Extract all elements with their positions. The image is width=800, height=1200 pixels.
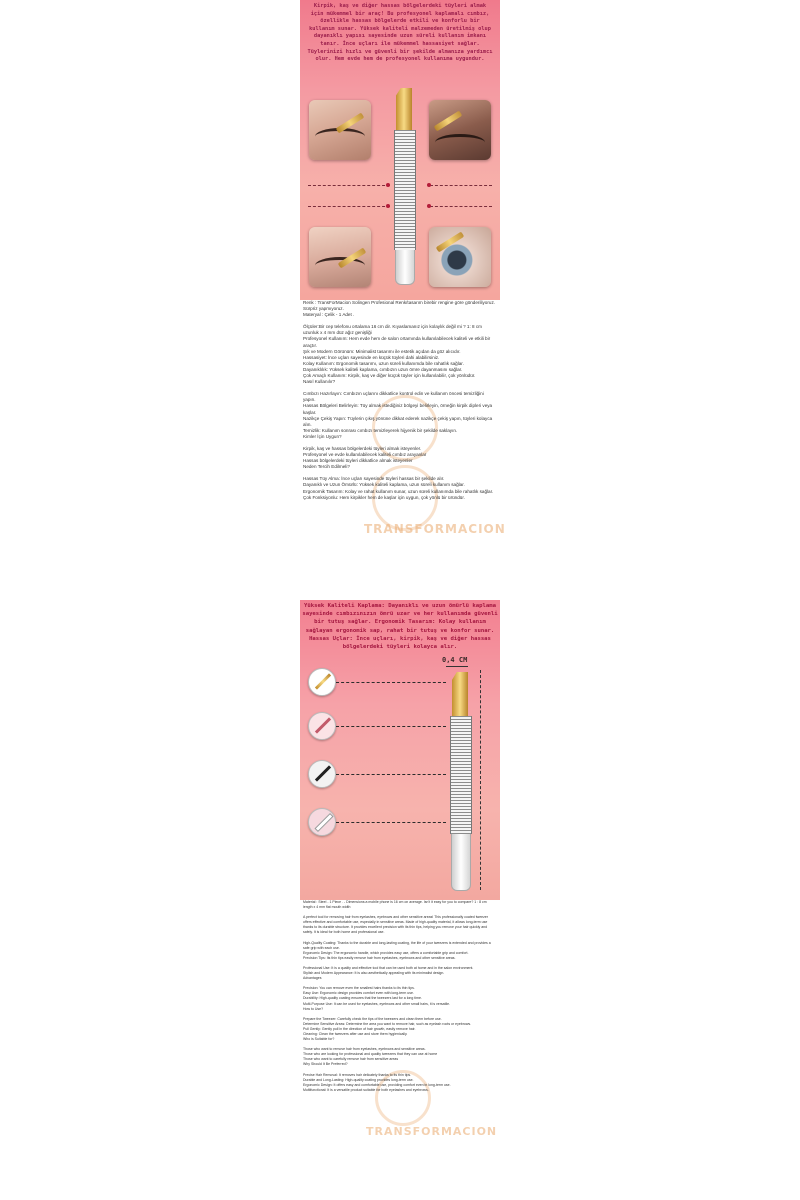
- tweezer-image: [392, 88, 416, 285]
- description-line: Who is Suitable for?: [303, 1037, 335, 1042]
- description-line: High-Quality Coating: Thanks to the durable and long-lasting coating, the life of your tweezers is extended and provides a safe grip with each use.: [303, 940, 491, 950]
- description-line: Materyal : Çelik - 1 Adet .: [303, 312, 355, 318]
- tweezer-image-large: [448, 672, 472, 891]
- pointer-line: [430, 185, 492, 186]
- banner-intro-text: Kirpik, kaş ve diğer hassas bölgelerdeki tüyleri almak için mükemmel bir araç! Bu profesyonel kaplamalı cımbız, özellikle hassas bölgelerde etkili ve konforlu bir kullanım sunar. Yüksek kaliteli malzemeden üretilmiş olup dayanıklı yapısı sayesinde uzun süreli kullanım imkanı tanır. İnce uçları ile mükemmel hassasiyet sağlar. Tüylerinizi hızlı ve güvenli bir şekilde almanıza yardımcı olur. Hem evde hem de profesyonel kullanıma uygundur.: [307, 3, 493, 63]
- description-line: Kimler İçin Uygun?: [303, 433, 342, 439]
- detail-circle-2: [308, 712, 336, 740]
- description-line: Why Should It Be Preferred?: [303, 1062, 348, 1067]
- description-line: Ergonomik Tasarım: Kolay ve rahat kullanım sunar, uzun süreli kullanımda bile rahatlık sağlar.: [303, 488, 494, 494]
- product-banner-2: [300, 600, 500, 900]
- description-line: Multi-Purpose Use: It can be used for eyelashes, eyebrows and other small hairs, it is versatile.: [303, 1001, 451, 1006]
- length-arrow: [480, 670, 481, 890]
- description-line: Temizlik: Kullanım sonrası cımbızı temizleyerek hijyenik bir şekilde saklayın.: [303, 427, 458, 433]
- description-line: Professional Use: It is a quality and effective tool that can be used both at home and in the salon environment.: [303, 965, 474, 970]
- description-line: Kirpik, kaş ve hassas bölgelerdeki tüyleri almak isteyenler.: [303, 445, 422, 451]
- description-line: Profesyonel ve evde kullanılabilecek kaliteli cımbız arayanlar: [303, 452, 427, 458]
- width-label: 0,4 CM: [442, 656, 468, 664]
- banner2-heading: Yüksek Kaliteli Kaplama: Dayanıklı ve uzun ömürlü kaplama sayesinde cımbızınızın ömrü uzar ve her kullanımda güvenli bir tutuş sağlar. Ergonomik Tasarım: Kolay kullanım sağlayan ergonomik sap, rahat bir tutuş ve konfor sunar. Hassas Uçlar: İnce uçları, kirpik, kaş ve diğer hassas bölgelerdeki tüyleri kolayca alır.: [302, 603, 498, 651]
- description-line: Durable and Long-Lasting: High-quality coating provides long-term use.: [303, 1077, 414, 1082]
- description-line: Hassas bölgelerdeki tüyleri dikkatlice almak isteyenler: [303, 458, 413, 464]
- pointer-line: [336, 726, 446, 727]
- eyebrow-photo: [309, 100, 371, 160]
- description-line: Kolay Kullanım: Ergonomik tasarımı, uzun süreli kullanımda bile rahatlık sağlar.: [303, 360, 464, 366]
- description-line: Multifunctional: It is a versatile product suitable for both eyelashes and eyebrows.: [303, 1087, 429, 1092]
- pointer-line: [308, 206, 390, 207]
- pointer-dot: [386, 183, 390, 187]
- width-arrow: [446, 666, 468, 667]
- description-line: Those who want to remove hair from eyelashes, eyebrows and sensitive areas.: [303, 1047, 426, 1052]
- eyebrow-closeup-photo: [429, 100, 491, 160]
- description-line: Prepare the Tweezer: Carefully check the tips of the tweezers and clean them before use.: [303, 1016, 442, 1021]
- pointer-dot: [386, 204, 390, 208]
- description-line: Those who want to carefully remove hair from sensitive areas: [303, 1057, 399, 1062]
- description-line: Dayanıklı ve Uzun Ömürlü: Yüksek kaliteli kaplama, uzun süreli kullanım sağlar.: [303, 482, 465, 488]
- description-line: Determine Sensitive Areas: Determine the area you want to remove hair, such as eyelash roots or eyebrows.: [303, 1021, 472, 1026]
- description-line: Dayanıklılık: Yüksek kaliteli kaplama, cımbızın uzun ömre dayanmasını sağlar.: [303, 366, 463, 372]
- description-line: Ölçüler:Bir cep telefonu ortalama 16 cm dir. Kıyaslamanız için kolaylık değil mi ? 1: 8 cm uzunluk x 4 mm düz ağız genişliği: [303, 324, 482, 336]
- description-line: Cımbızı Hazırlayın: Cımbızın uçlarını dikkatlice kontrol edin ve kullanım öncesi temizliğini yapın.: [303, 391, 484, 403]
- description-line: How to Use?: [303, 1006, 324, 1011]
- description-line: Hassasiyet: İnce uçları sayesinde en küçük tüyleri dahi alabilirsiniz.: [303, 354, 440, 360]
- description-line: A perfect tool for removing hair from eyelashes, eyebrows and other sensitive areas! This professionally coated tweezer offers effective and comfortable use, especially in sensitive areas. Made of high-quality material, it allows long-term use thanks to its durable structure. It provides excellent precision with its thin tips, helping you remove your hair quickly and safely. It is ideal for both home and professional use.: [303, 915, 488, 935]
- detail-circle-1: [308, 668, 336, 696]
- watermark-text-2: TRANSFORMACION: [366, 1125, 498, 1138]
- eye-photo: [429, 227, 491, 287]
- product-banner-1: [300, 0, 500, 300]
- description-line: Stylish and Modern Appearance: It is also aesthetically appealing with its minimalist design.: [303, 971, 445, 976]
- description-line: Nazikçe Çekiş Yapın: Tüylerin çıkış yönüne dikkat ederek nazikçe çekiş yapın, tüyleri kolayca alın.: [303, 415, 493, 427]
- pointer-dot: [427, 183, 431, 187]
- description-line: Precision Tips: Its thin tips easily remove hair from eyelashes, eyebrows and other sensitive areas.: [303, 955, 456, 960]
- description-en: [300, 900, 500, 1200]
- description-line: Hassas Bölgeleri Belirleyin: Tüy almak istediğiniz bölgeyi belirleyin, örneğin kirpik dipleri veya kaşlar.: [303, 403, 493, 415]
- detail-circle-4: [308, 808, 336, 836]
- pointer-line: [430, 206, 492, 207]
- detail-circle-3: [308, 760, 336, 788]
- description-line: Precision: You can remove even the smallest hairs thanks to its thin tips.: [303, 986, 415, 991]
- description-line: Ergonomic Design: The ergonomic handle, which provides easy use, offers a comfortable grip and comfort.: [303, 950, 469, 955]
- description-line: Those who are looking for professional and quality tweezers that they can use at home: [303, 1052, 438, 1057]
- description-line: Ergonomic Design: It offers easy and comfortable use, providing comfort even in long-term use.: [303, 1082, 451, 1087]
- eyelash-photo: [309, 227, 371, 287]
- description-line: Neden Tercih Edilmeli?: [303, 464, 350, 470]
- description-line: Profesyonel Kullanım: Hem evde hem de salon ortamında kullanılabilecek kaliteli ve etkili bir araçtır.: [303, 336, 491, 348]
- description-line: Renk : TransForMacion Solingen Profesional Renk/tasarım birebir rengine göre gönderiliyoruz. Sürpriz yapmıyoruz.: [303, 300, 496, 312]
- description-line: Precise Hair Removal: It removes hair delicately thanks to its thin tips.: [303, 1072, 412, 1077]
- description-tr: [300, 300, 506, 600]
- description-line: Pull Gently: Gently pull in the direction of hair growth, easily remove hair.: [303, 1026, 416, 1031]
- description-line: Şık ve Modern Görünüm: Minimalist tasarımı ile estetik açıdan da göz alıcıdır.: [303, 348, 461, 354]
- description-line: Advantages: [303, 976, 322, 981]
- pointer-line: [336, 774, 446, 775]
- description-line: Nasıl Kullanılır?: [303, 379, 336, 385]
- description-line: Çok Fonksiyonlu: Hem kirpikler hem de kaşlar için uygun, çok yönlü bir üründür.: [303, 494, 465, 500]
- description-line: Material : Steel - 1 Piece . - Dimensions:a mobile phone is 16 cm on average. Isn't it easy for you to compare? 1 : 8 cm length x 4 mm flat mouth width: [303, 900, 487, 910]
- pointer-line: [308, 185, 390, 186]
- watermark-text: TRANSFORMACION: [364, 522, 506, 536]
- description-line: Hassas Tüy Alma: İnce uçları sayesinde tüyleri hassas bir şekilde alır.: [303, 476, 445, 482]
- pointer-line: [336, 822, 446, 823]
- pointer-line: [336, 682, 446, 683]
- description-line: Çok Amaçlı Kullanım: Kirpik, kaş ve diğer küçük tüyler için kullanılabilir, çok yönlüdür.: [303, 373, 476, 379]
- description-line: Cleaning: Clean the tweezers after use and store them hygienically.: [303, 1031, 408, 1036]
- pointer-dot: [427, 204, 431, 208]
- description-line: Durability: High-quality coating ensures that the tweezers last for a long time.: [303, 996, 422, 1001]
- description-line: Easy Use: Ergonomic design provides comfort even with long-term use.: [303, 991, 414, 996]
